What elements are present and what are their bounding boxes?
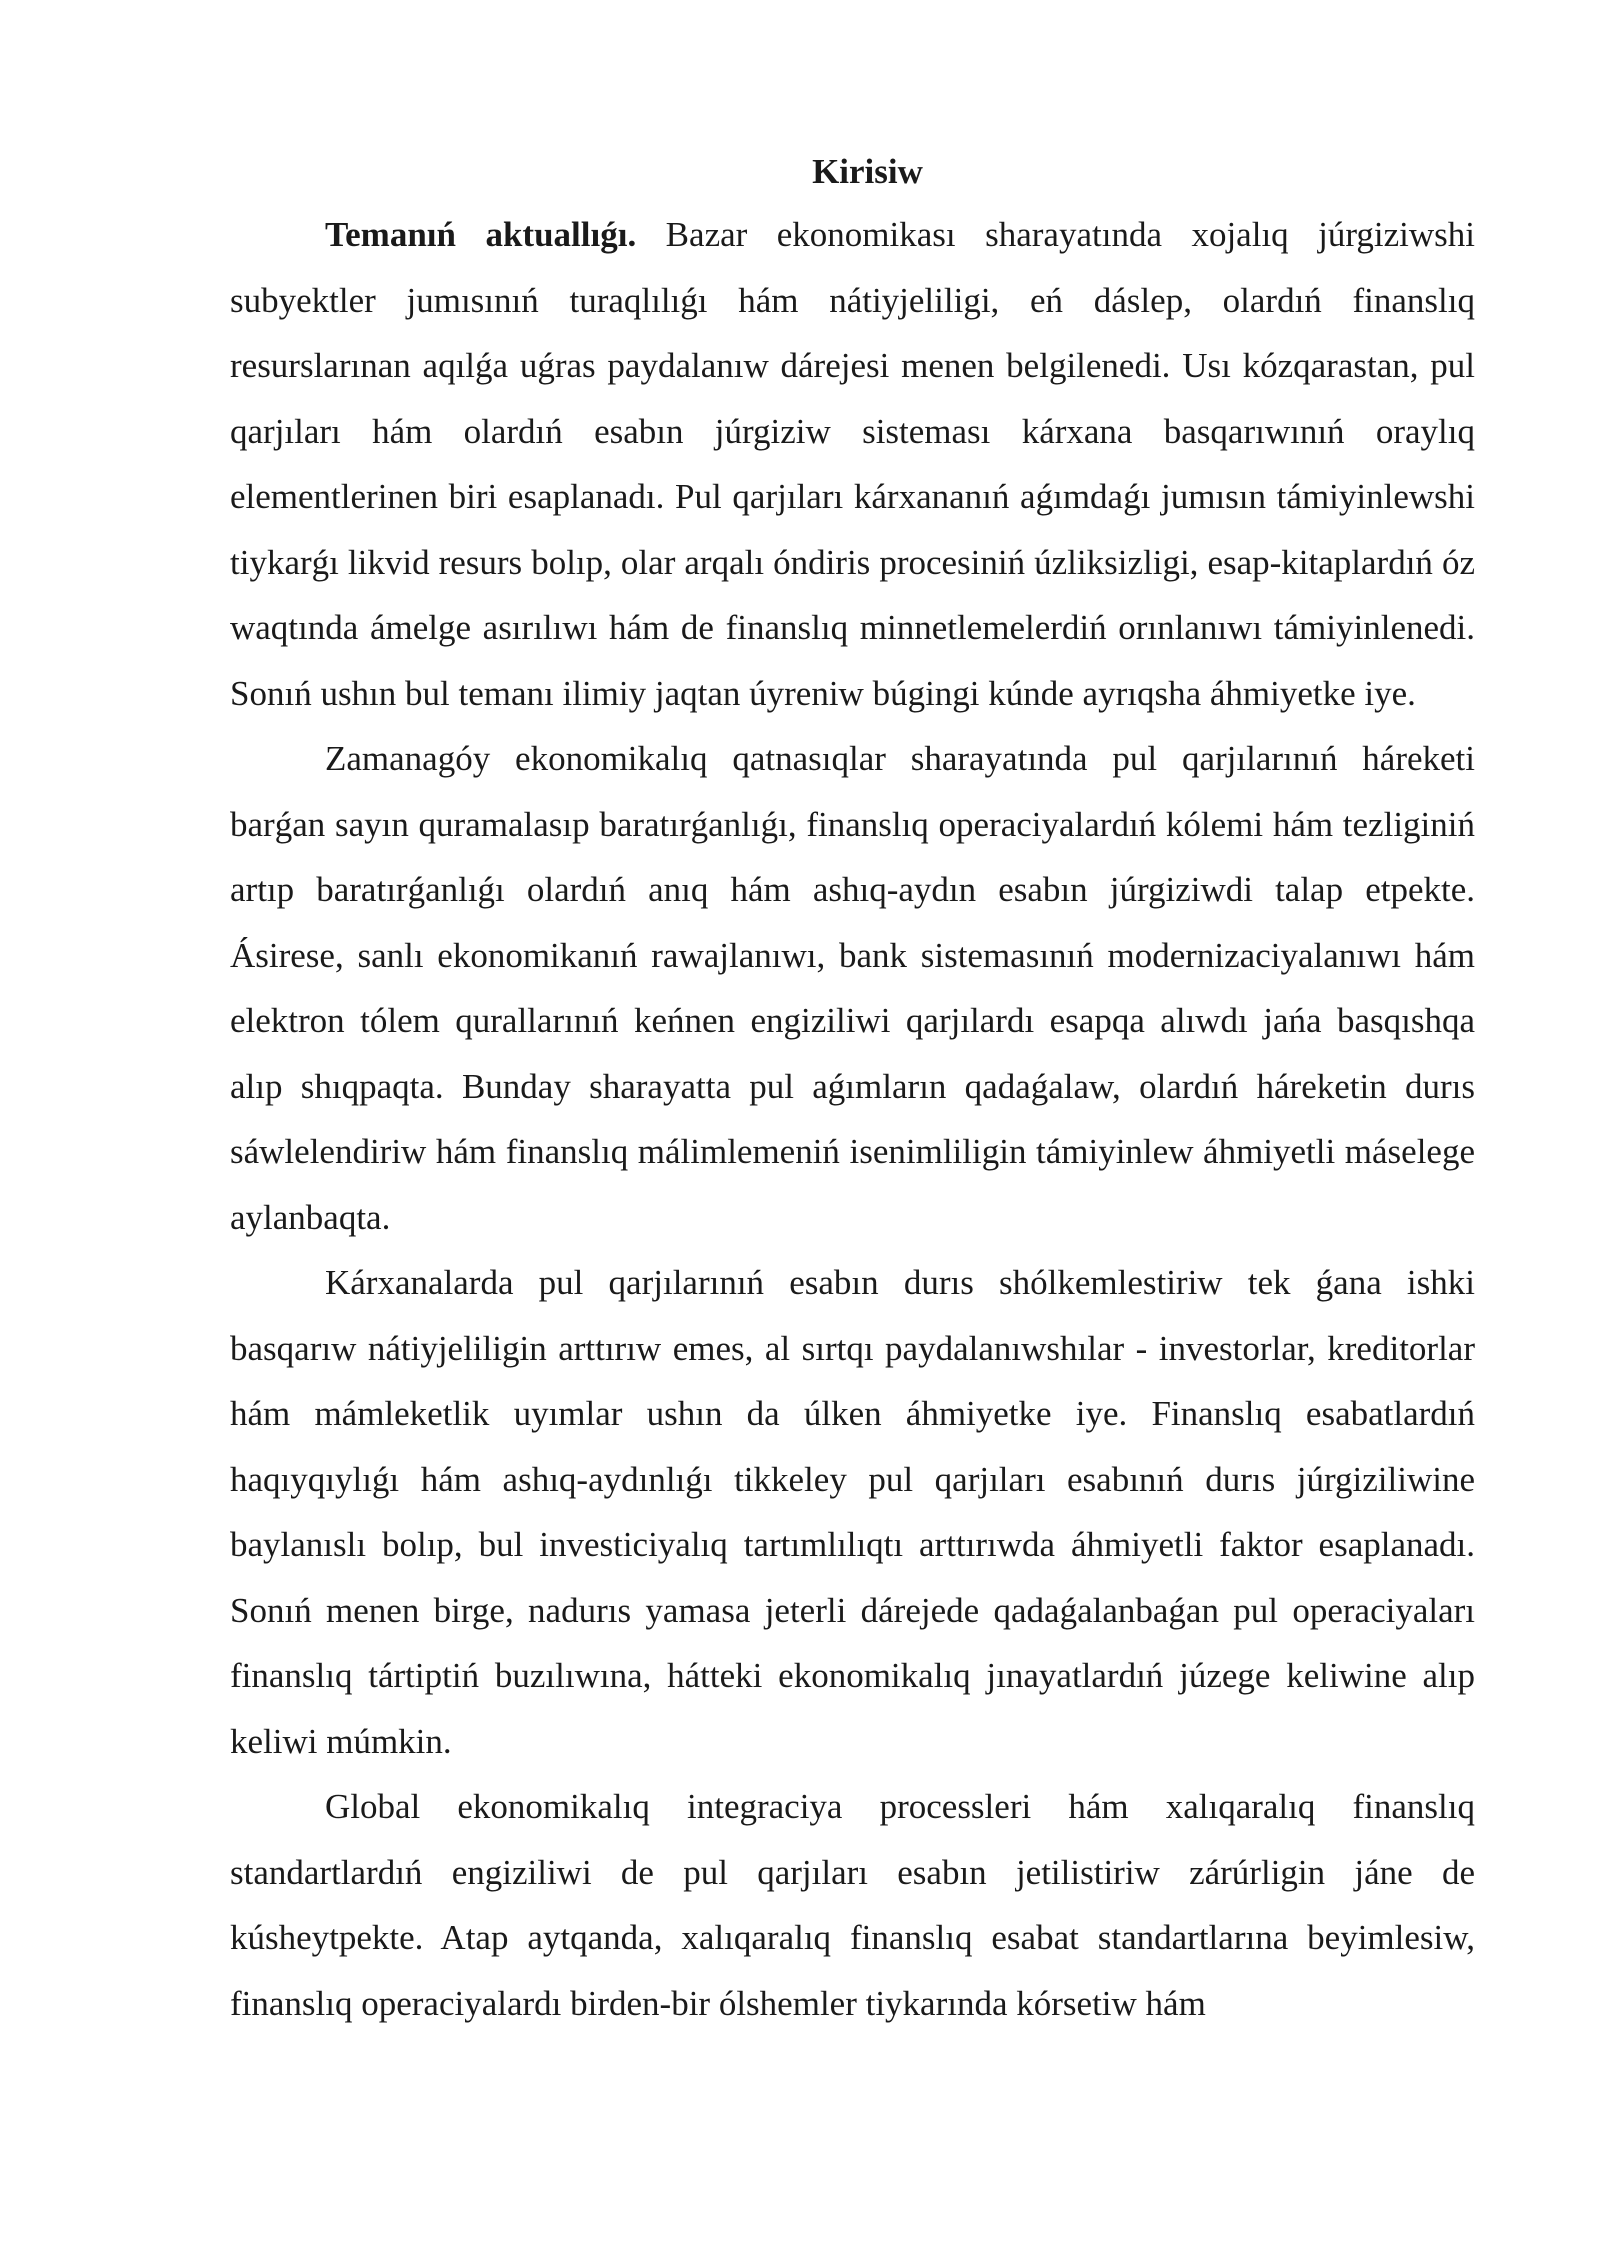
document-body: [230, 150, 1475, 2036]
paragraph-enterprise-accounting: [230, 1250, 1475, 1774]
paragraph-text: Global ekonomikalıq integraciya processleri hám xalıqaralıq finanslıq standartlardıń engiziliwi de pul qarjıları esabın jetilistiriw zárúrligin jáne de kúsheytpekte. Atap aytqanda, xalıqaralıq finanslıq esabat standartlarına beyimlesiw, finanslıq operaciyalardı birden-bir ólshemler tiykarında kórsetiw hám: [230, 1787, 1475, 2023]
paragraph-modern-economy: [230, 726, 1475, 1250]
paragraph-actuality: [230, 202, 1475, 726]
paragraph-text: Bazar ekonomikası sharayatında xojalıq júrgiziwshi subyektler jumısınıń turaqlılıǵı hám nátiyjeliligi, eń dáslep, olardıń finanslıq resurslarınan aqılǵa uǵras paydalanıw dárejesi menen belgilenedi. Usı kózqarastan, pul qarjıları hám olardıń esabın júrgiziw sisteması kárxana basqarıwınıń oraylıq elementlerinen biri esaplanadı. Pul qarjıları kárxananıń aǵımdaǵı jumısın támiyinlewshi tiykarǵı likvid resurs bolıp, olar arqalı óndiris procesiniń úzliksizligi, esap-kitaplardıń óz waqtında ámelge asırılıwı hám de finanslıq minnetlemelerdiń orınlanıwı támiyinlenedi. Sonıń ushın bul temanı ilimiy jaqtan úyreniw búgingi kúnde ayrıqsha áhmiyetke iye.: [230, 215, 1475, 713]
paragraph-text: Kárxanalarda pul qarjılarınıń esabın durıs shólkemlestiriw tek ǵana ishki basqarıw nátiyjeliligin arttırıw emes, al sırtqı paydalanıwshılar - investorlar, kreditorlar hám mámleketlik uyımlar ushın da úlken áhmiyetke iye. Finanslıq esabatlardıń haqıyqıylıǵı hám ashıq-aydınlıǵı tikkeley pul qarjıları esabınıń durıs júrgiziliwine baylanıslı bolıp, bul investiciyalıq tartımlılıqtı arttırıwda áhmiyetli faktor esaplanadı. Sonıń menen birge, nadurıs yamasa jeterli dárejede qadaǵalanbaǵan pul operaciyaları finanslıq tártiptiń buzılıwına, hátteki ekonomikalıq jınayatlardıń júzege keliwine alıp keliwi múmkin.: [230, 1263, 1475, 1761]
document-title: Kirisiw: [812, 152, 923, 191]
paragraph-global-integration: [230, 1774, 1475, 2036]
paragraph-text: Zamanagóy ekonomikalıq qatnasıqlar sharayatında pul qarjılarınıń háreketi barǵan sayın quramalasıp baratırǵanlıǵı, finanslıq operaciyalardıń kólemi hám tezliginiń artıp baratırǵanlıǵı olardıń anıq hám ashıq-aydın esabın júrgiziwdi talap etpekte. Ásirese, sanlı ekonomikanıń rawajlanıwı, bank sistemasınıń modernizaciyalanıwı hám elektron tólem qurallarınıń keńnen engiziliwi qarjılardı esapqa alıwdı jańa basqıshqa alıp shıqpaqta. Bunday sharayatta pul aǵımların qadaǵalaw, olardıń háreketin durıs sáwlelendiriw hám finanslıq málimlemeniń isenimliligin támiyinlew áhmiyetli máselege aylanbaqta.: [230, 739, 1475, 1237]
paragraph-lead: Temanıń aktuallıǵı.: [325, 215, 637, 254]
